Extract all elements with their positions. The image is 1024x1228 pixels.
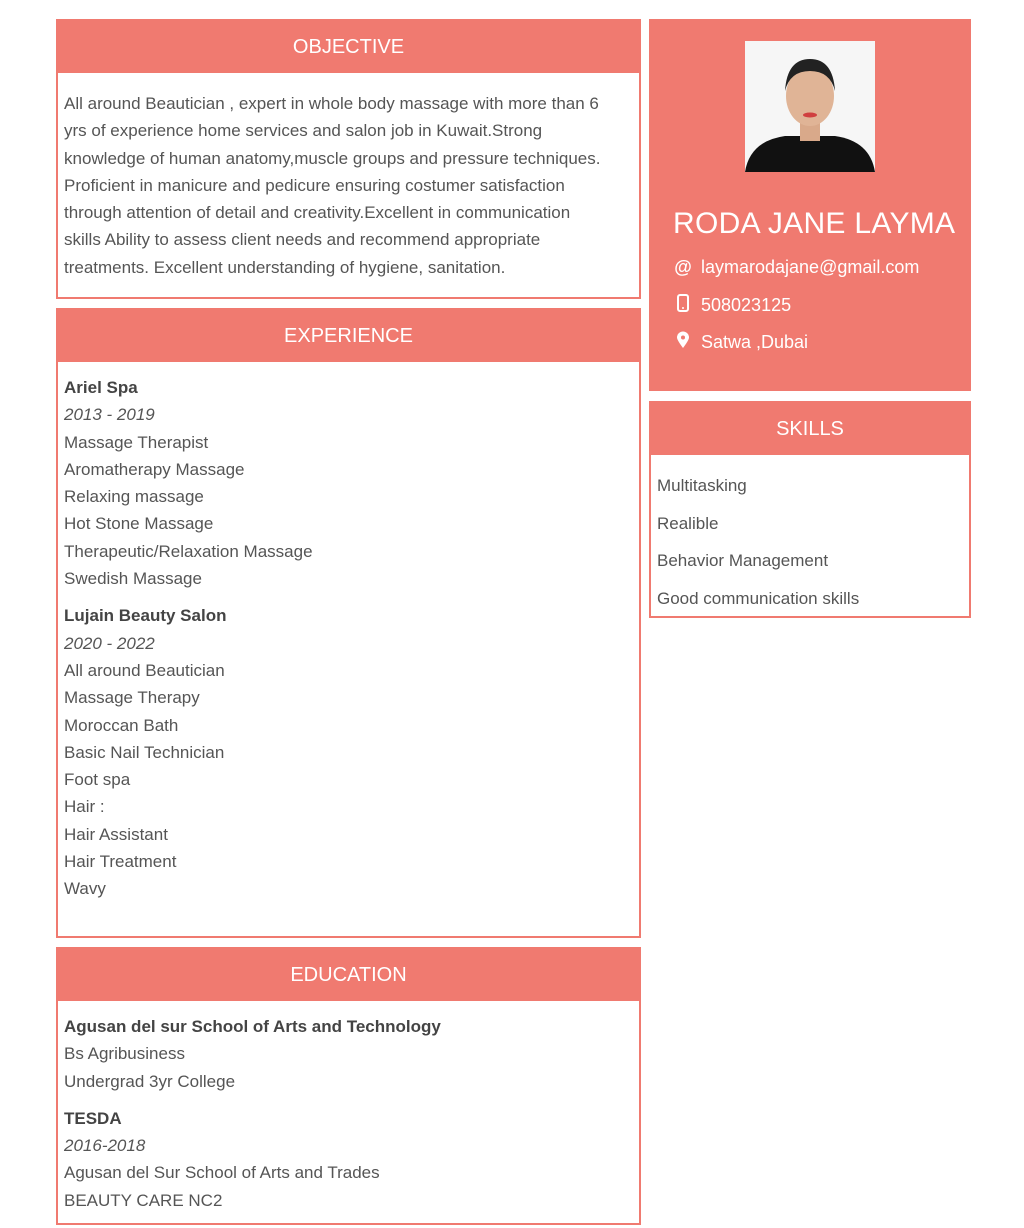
skills-section xyxy=(649,401,971,618)
mobile-phone-icon xyxy=(673,294,693,317)
experience-item: Wavy xyxy=(64,879,106,899)
objective-line: through attention of detail and creativity.Excellent in communication xyxy=(64,203,571,223)
phone: 508023125 xyxy=(701,295,792,315)
experience-item: Basic Nail Technician xyxy=(64,742,225,762)
candidate-name: RODA JANE LAYMA xyxy=(673,207,956,240)
education-dates: 2016-2018 xyxy=(64,1136,146,1156)
profile-card xyxy=(649,19,971,391)
experience-item: Massage Therapist xyxy=(64,432,209,452)
experience-item: Aromatherapy Massage xyxy=(64,459,245,479)
skill-item: Behavior Management xyxy=(657,551,829,570)
education-item: Bs Agribusiness xyxy=(64,1044,185,1064)
experience-item: Hair : xyxy=(64,797,105,817)
skill-item: Good communication skills xyxy=(657,588,860,608)
profile-photo xyxy=(745,41,875,172)
experience-item: Hot Stone Massage xyxy=(64,514,214,534)
objective-section xyxy=(56,19,641,299)
experience-item: Foot spa xyxy=(64,770,131,790)
education-section xyxy=(56,947,641,1225)
employer-name: Lujain Beauty Salon xyxy=(64,606,227,626)
email-row xyxy=(673,257,919,278)
education-item: Undergrad 3yr College xyxy=(64,1071,236,1091)
experience-item: Swedish Massage xyxy=(64,569,202,589)
objective-line: Proficient in manicure and pedicure ensuring costumer satisfaction xyxy=(64,175,565,195)
employment-dates: 2020 - 2022 xyxy=(64,633,155,653)
employer-name: Ariel Spa xyxy=(64,378,138,397)
employment-dates: 2013 - 2019 xyxy=(64,405,155,425)
objective-line: skills Ability to assess client needs and recommend appropriate xyxy=(64,230,541,250)
education-item: BEAUTY CARE NC2 xyxy=(64,1190,223,1210)
experience-item: Moroccan Bath xyxy=(64,715,179,735)
location-row xyxy=(673,331,808,354)
objective-text xyxy=(58,73,639,281)
email[interactable]: laymarodajane@gmail.com xyxy=(701,257,920,277)
location: Satwa ,Dubai xyxy=(701,332,809,352)
experience-heading: EXPERIENCE xyxy=(58,310,639,362)
experience-item: Hair Treatment xyxy=(64,852,177,872)
objective-heading: OBJECTIVE xyxy=(58,21,639,73)
objective-line: All around Beautician , expert in whole body massage with more than 6 xyxy=(64,94,599,113)
school-name: TESDA xyxy=(64,1108,122,1128)
at-icon: @ xyxy=(674,257,692,277)
experience-item: All around Beautician xyxy=(64,660,225,680)
phone-row xyxy=(673,294,791,317)
objective-line: knowledge of human anatomy,muscle groups and pressure techniques. xyxy=(64,148,601,168)
skill-item: Multitasking xyxy=(657,476,747,495)
map-pin-icon xyxy=(673,331,693,354)
education-heading: EDUCATION xyxy=(58,949,639,1001)
experience-item: Hair Assistant xyxy=(64,824,168,844)
experience-section xyxy=(56,308,641,938)
experience-item: Massage Therapy xyxy=(64,688,200,708)
experience-item: Therapeutic/Relaxation Massage xyxy=(64,541,313,561)
skills-heading: SKILLS xyxy=(651,403,969,455)
skill-item: Realible xyxy=(657,513,719,533)
education-item: Agusan del Sur School of Arts and Trades xyxy=(64,1163,380,1183)
objective-line: yrs of experience home services and salon job in Kuwait.Strong xyxy=(64,121,543,141)
experience-item: Relaxing massage xyxy=(64,487,204,507)
objective-line: treatments. Excellent understanding of hygiene, sanitation. xyxy=(64,257,506,277)
school-name: Agusan del sur School of Arts and Technology xyxy=(64,1017,441,1036)
